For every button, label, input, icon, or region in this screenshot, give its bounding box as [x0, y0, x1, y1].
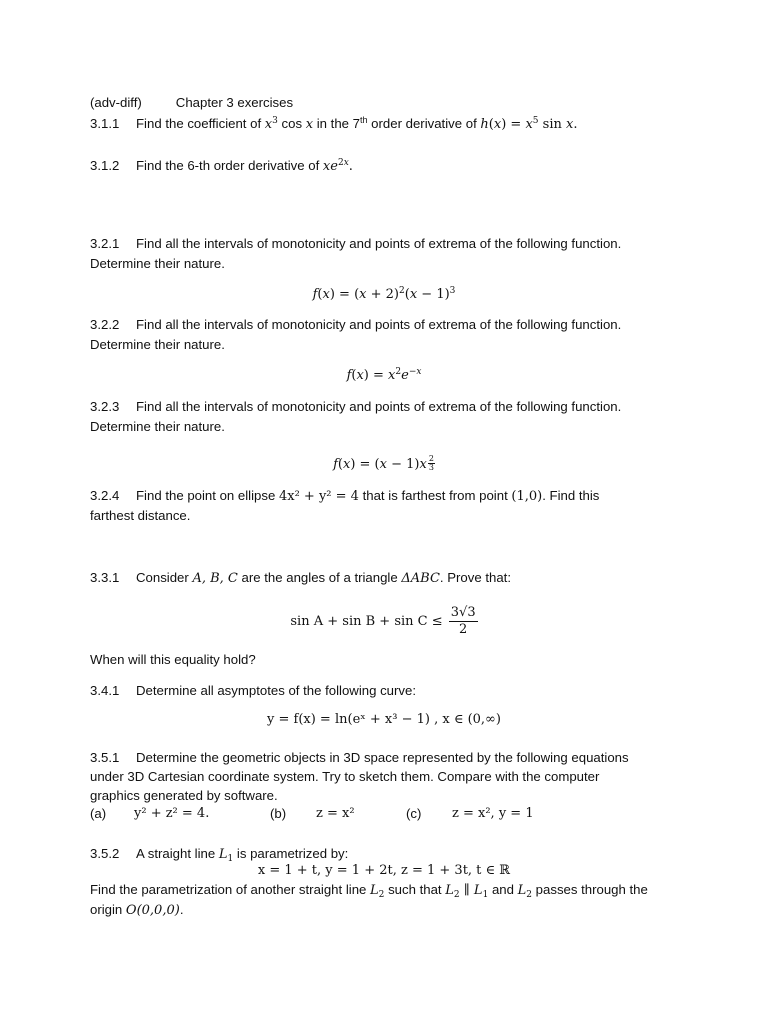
- formula-3-2-2: $f(x) = x^2e^{-x}$: [346, 367, 422, 383]
- exercise-text: cos: [277, 116, 306, 131]
- exercise-text: Find the point on ellipse: [136, 488, 279, 503]
- exercise-text: . Prove that:: [439, 570, 512, 585]
- chapter-title: Chapter 3 exercises: [175, 95, 294, 110]
- exercise-3-5-2-line2: [90, 881, 648, 900]
- exercise-text: Find all the intervals of monotonicity and points of extrema of the following function.: [136, 317, 622, 332]
- exercise-number: 3.2.3: [90, 399, 120, 414]
- exercise-text: passes through the: [532, 882, 648, 897]
- part-c-label: (c): [406, 806, 422, 821]
- math-point: (1,0): [511, 489, 543, 504]
- exercise-number: 3.2.2: [90, 317, 120, 332]
- part-b-equation: z = x²: [316, 806, 355, 821]
- exercise-text: Determine their nature.: [90, 419, 225, 434]
- exercise-text: Find the parametrization of another straight line: [90, 882, 371, 897]
- formula-3-2-1: $f(x) = (x + 2)^2(x - 1)^3$: [312, 286, 456, 302]
- exercise-text: graphics generated by software.: [90, 788, 278, 803]
- exercise-3-4-1: [90, 682, 416, 700]
- exercise-text: Find the 6-th order derivative of: [136, 158, 323, 173]
- part-b-label: (b): [270, 806, 287, 821]
- fraction-numerator: 3√3: [450, 605, 476, 620]
- exercise-number: 3.4.1: [90, 683, 120, 698]
- exercise-text: .: [179, 902, 184, 917]
- course-tag: (adv-diff): [90, 95, 142, 110]
- exercise-text: Find all the intervals of monotonicity and points of extrema of the following function.: [136, 236, 622, 251]
- exercise-text: Find the coefficient of: [136, 116, 265, 131]
- superscript-th: th: [360, 115, 368, 125]
- part-c-equation: z = x², y = 1: [452, 806, 534, 821]
- fraction-denominator: 2: [459, 622, 468, 637]
- exercise-3-1-2: [90, 157, 353, 176]
- formula-3-4-1: y = f(x) = ln(eˣ + x³ − 1) , x ∈ (0,∞): [267, 712, 501, 727]
- exercise-text: that is farthest from point: [358, 488, 512, 503]
- math-h-x: $h(x) = x^5$ sin x.: [480, 116, 578, 132]
- exercise-text: are the angles of a triangle: [237, 570, 402, 585]
- exercise-text: When will this equality hold?: [90, 652, 256, 667]
- exercise-text: Determine their nature.: [90, 256, 225, 271]
- math-origin: O(0,0,0): [125, 903, 180, 918]
- exercise-text: A straight line: [136, 846, 219, 861]
- math-ellipse: 4x² + y² = 4: [278, 489, 359, 504]
- exercise-number: 3.2.4: [90, 488, 120, 503]
- exercise-number: 3.1.1: [90, 116, 120, 131]
- exercise-number: 3.5.1: [90, 750, 120, 765]
- exercise-number: 3.1.2: [90, 158, 120, 173]
- exercise-text: order derivative of: [367, 116, 481, 131]
- exercise-text: Find all the intervals of monotonicity and points of extrema of the following function.: [136, 399, 622, 414]
- math-L2: $L_2$: [370, 883, 385, 900]
- formula-3-3-1: [0, 605, 768, 638]
- math-triangle: ΔABC: [401, 571, 440, 586]
- exercise-number: 3.2.1: [90, 236, 120, 251]
- exercise-number: 3.3.1: [90, 570, 120, 585]
- exercise-3-5-1: [90, 749, 629, 767]
- exercise-text: Determine the geometric objects in 3D space represented by the following equations: [136, 750, 629, 765]
- exercise-3-2-2: [90, 316, 621, 334]
- exercise-text: in the 7: [313, 116, 360, 131]
- exercise-text: origin: [90, 902, 126, 917]
- exercise-3-2-3: [90, 398, 621, 416]
- exercise-text: under 3D Cartesian coordinate system. Try to sketch them. Compare with the computer: [90, 769, 600, 784]
- fraction: [449, 605, 478, 638]
- exercise-text: farthest distance.: [90, 508, 191, 523]
- part-a-equation: y² + z² = 4.: [134, 806, 210, 821]
- math-parallel: $L_2$ ∥ $L_1$: [445, 883, 489, 900]
- formula-3-2-3: f(x) = (x − 1)x $\frac{2}{3}$: [333, 454, 434, 472]
- exercise-3-3-1: [90, 569, 511, 588]
- math-abc: A, B, C: [192, 571, 238, 586]
- exercise-number: 3.5.2: [90, 846, 120, 861]
- exercise-3-1-1: [90, 115, 577, 134]
- exercise-text: is parametrized by:: [233, 846, 349, 861]
- inequality-text: sin A + sin B + sin C ≤: [290, 614, 447, 629]
- part-a-label: (a): [90, 806, 107, 821]
- exercise-3-2-1: [90, 235, 621, 253]
- exercise-text: Consider: [136, 570, 193, 585]
- exercise-text: Determine their nature.: [90, 337, 225, 352]
- exercise-text: Determine all asymptotes of the following curve:: [136, 683, 416, 698]
- exercise-text: . Find this: [542, 488, 600, 503]
- formula-3-5-2: x = 1 + t, y = 1 + 2t, z = 1 + 3t, t ∈ ℝ: [257, 863, 511, 878]
- math-L1: $L_1$: [218, 847, 234, 864]
- exercise-text: and: [488, 882, 518, 897]
- exercise-3-2-4: [90, 487, 599, 506]
- math-xe2x: $xe^{2x}$.: [322, 158, 353, 174]
- math-x: x: [305, 117, 314, 132]
- math-x-cubed: $x^3$: [264, 116, 278, 132]
- chapter-header: [90, 94, 293, 112]
- math-L2: $L_2$: [517, 883, 533, 900]
- exercise-3-5-2-line3: [90, 901, 183, 920]
- exercise-text: such that: [384, 882, 446, 897]
